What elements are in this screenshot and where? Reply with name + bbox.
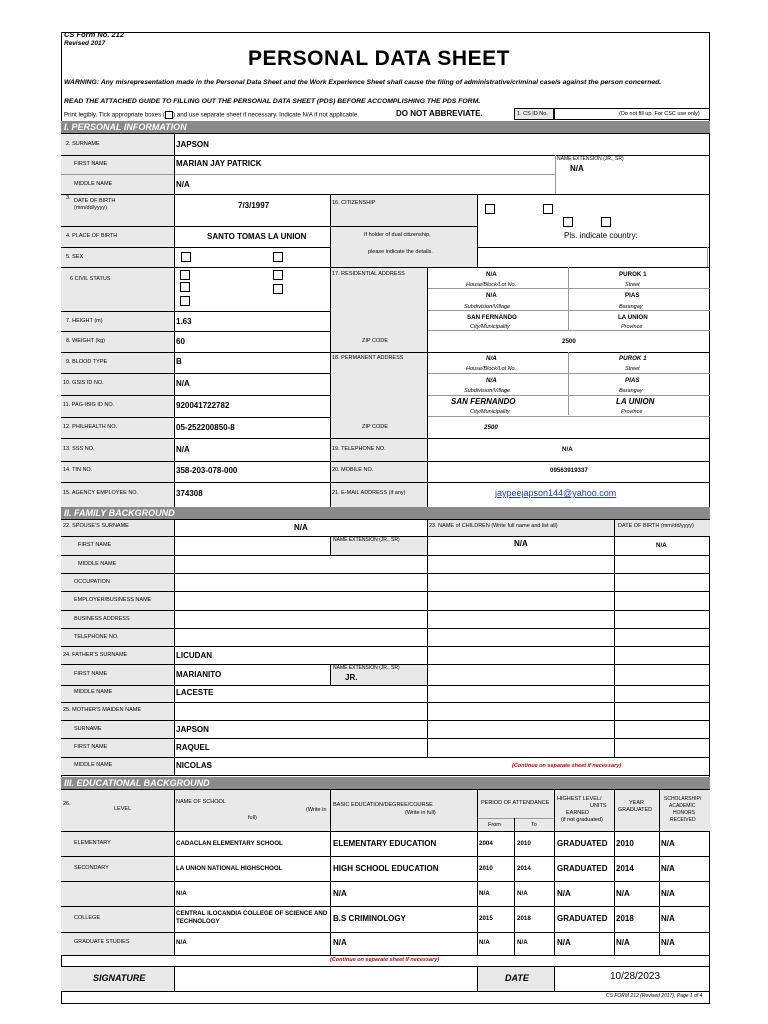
father-name-ext-value[interactable]: JR. <box>345 673 358 682</box>
perm-barangay-caption: Barangay <box>619 388 643 394</box>
blood-type-value[interactable]: B <box>176 357 182 366</box>
cs-id-label: 1. CS ID No. <box>517 111 548 117</box>
business-address-label: BUSINESS ADDRESS <box>74 616 130 622</box>
res-zip-value[interactable]: 2500 <box>562 338 576 345</box>
form-revision: Revised 2017 <box>64 40 106 47</box>
res-barangay-caption: Barangay <box>619 304 643 310</box>
education-to[interactable]: 2014 <box>517 865 531 872</box>
res-province-value[interactable]: LA UNION <box>618 314 648 321</box>
education-highest[interactable]: GRADUATED <box>557 839 608 848</box>
civil-married-checkbox[interactable] <box>273 270 283 280</box>
education-from[interactable]: 2015 <box>479 915 493 922</box>
perm-street-caption: Street <box>625 366 640 372</box>
citizenship-dual-checkbox[interactable] <box>543 204 553 214</box>
cs-id-note: (Do not fill up. For CSC use only) <box>619 111 700 117</box>
education-year[interactable]: 2010 <box>616 839 634 848</box>
civil-single-checkbox[interactable] <box>180 270 190 280</box>
spouse-telephone-label: TELEPHONE NO. <box>74 634 119 640</box>
res-street-value[interactable]: PUROK 1 <box>619 271 647 278</box>
period-header: PERIOD OF ATTENDANCE <box>481 800 550 806</box>
education-number: 26. <box>63 801 71 807</box>
section-family-background: II. FAMILY BACKGROUND <box>61 507 710 519</box>
page-title: PERSONAL DATA SHEET <box>248 47 510 70</box>
tin-label: 14. TIN NO. <box>63 467 93 473</box>
education-highest[interactable]: N/A <box>557 889 571 898</box>
children-dob-label: DATE OF BIRTH (mm/dd/yyyy) <box>618 523 694 529</box>
middle-name-label: MIDDLE NAME <box>74 181 113 187</box>
middle-name-value[interactable]: N/A <box>176 180 190 189</box>
pagibig-label: 11. PAG-IBIG ID NO. <box>63 402 115 408</box>
honors-header-3: HONORS <box>673 810 695 816</box>
education-year[interactable]: N/A <box>616 938 630 947</box>
name-extension-value[interactable]: N/A <box>570 164 584 173</box>
education-to[interactable]: N/A <box>517 939 528 946</box>
education-course[interactable]: N/A <box>333 938 347 947</box>
education-school-line-2[interactable]: TECHNOLOGY <box>176 918 220 925</box>
father-middle-name-label: MIDDLE NAME <box>74 689 113 695</box>
school-name-header: NAME OF SCHOOL <box>176 799 226 805</box>
education-highest[interactable]: GRADUATED <box>557 914 608 923</box>
perm-subdivision-caption: Subdivision/Village <box>464 388 511 394</box>
signature-field[interactable] <box>175 967 476 990</box>
education-honors[interactable]: N/A <box>661 864 675 873</box>
education-to[interactable]: 2018 <box>517 915 531 922</box>
mobile-label: 20. MOBILE NO. <box>332 467 374 473</box>
res-house-value[interactable]: N/A <box>486 271 497 278</box>
dob-value[interactable]: 7/3/1997 <box>238 201 270 210</box>
civil-widowed-checkbox[interactable] <box>180 282 190 292</box>
highest-level-header-2: UNITS <box>590 803 607 809</box>
res-city-value[interactable]: SAN FERNANDO <box>467 314 517 321</box>
mother-surname-value[interactable]: JAPSON <box>176 725 209 734</box>
school-name-header-3: full) <box>248 815 257 821</box>
perm-barangay-value[interactable]: PIAS <box>625 377 640 384</box>
citizenship-label: 16. CITIZENSHIP <box>332 200 376 206</box>
perm-zip-label: ZIP CODE <box>362 424 388 430</box>
education-year[interactable]: N/A <box>616 889 630 898</box>
place-of-birth-value[interactable]: SANTO TOMAS LA UNION <box>207 232 307 241</box>
education-to[interactable]: N/A <box>517 890 528 897</box>
mother-middle-name-label: MIDDLE NAME <box>74 762 113 768</box>
education-year[interactable]: 2018 <box>616 914 634 923</box>
education-to[interactable]: 2010 <box>517 840 531 847</box>
perm-city-value[interactable]: SAN FERNANDO <box>451 397 516 406</box>
education-course[interactable]: ELEMENTARY EDUCATION <box>333 839 437 848</box>
residential-address-label: 17. RESIDENTIAL ADDRESS <box>332 271 405 277</box>
res-house-caption: House/Block/Lot No. <box>466 282 517 288</box>
education-honors[interactable]: N/A <box>661 839 675 848</box>
agency-employee-label: 15. AGENCY EMPLOYEE NO. <box>63 490 139 496</box>
res-province-caption: Province <box>621 324 643 330</box>
highest-level-header-4: (if not graduated) <box>561 817 603 823</box>
section-personal-information: I. PERSONAL INFORMATION <box>61 121 710 133</box>
year-graduated-header-2: GRADUATED <box>618 807 653 813</box>
res-street-caption: Street <box>625 282 640 288</box>
place-of-birth-label: 4. PLACE OF BIRTH <box>66 233 118 239</box>
education-level: COLLEGE <box>74 915 100 921</box>
perm-house-value[interactable]: N/A <box>486 355 497 362</box>
res-subdivision-caption: Subdivision/Village <box>464 304 511 310</box>
name-extension-label: NAME EXTENSION (JR., SR) <box>557 156 624 162</box>
father-surname-label: 24. FATHER'S SURNAME <box>63 652 128 658</box>
height-value[interactable]: 1.63 <box>176 317 192 326</box>
education-honors[interactable]: N/A <box>661 914 675 923</box>
perm-subdivision-value[interactable]: N/A <box>486 377 497 384</box>
perm-province-caption: Province <box>621 409 643 415</box>
course-header: BASIC EDUCATION/DEGREE/COURSE <box>333 802 433 808</box>
education-from[interactable]: 2010 <box>479 865 493 872</box>
form-page-reference: CS FORM 212 (Revised 2017), Page 1 of 4 <box>606 993 703 999</box>
perm-province-value[interactable]: LA UNION <box>616 397 655 406</box>
highest-level-header: HIGHEST LEVEL/ <box>557 796 602 802</box>
education-school[interactable]: CADACLAN ELEMENTARY SCHOOL <box>176 840 283 847</box>
date-value[interactable]: 10/28/2023 <box>610 971 661 982</box>
education-continue-note: (Continue on separate sheet if necessary) <box>330 957 440 963</box>
education-year[interactable]: 2014 <box>616 864 634 873</box>
civil-other-checkbox[interactable] <box>180 296 190 306</box>
pagibig-value[interactable]: 920041722782 <box>176 401 230 410</box>
course-header-2: (Write in full) <box>405 810 436 816</box>
education-school[interactable]: N/A <box>176 939 187 946</box>
spouse-middle-name-label: MIDDLE NAME <box>78 561 117 567</box>
education-level: SECONDARY <box>74 865 109 871</box>
father-name-ext-label: NAME EXTENSION (JR., SR) <box>333 665 400 671</box>
education-level: GRADUATE STUDIES <box>74 939 130 945</box>
education-level-header: LEVEL <box>114 806 132 812</box>
father-first-name-value[interactable]: MARIANITO <box>176 670 222 679</box>
family-label-column <box>61 519 174 775</box>
telephone-label: 19. TELEPHONE NO. <box>332 446 386 452</box>
surname-value[interactable]: JAPSON <box>176 140 209 149</box>
education-course[interactable]: N/A <box>333 889 347 898</box>
education-honors[interactable]: N/A <box>661 889 675 898</box>
dob-label: DATE OF BIRTH <box>74 198 116 204</box>
education-from[interactable]: 2004 <box>479 840 493 847</box>
perm-house-caption: House/Block/Lot No. <box>466 366 517 372</box>
philhealth-value[interactable]: 05-252200850-8 <box>176 423 235 432</box>
signature-label: SIGNATURE <box>93 973 146 983</box>
education-highest[interactable]: N/A <box>557 938 571 947</box>
honors-header-4: RECEIVED <box>670 817 696 823</box>
spouse-surname-label: 22. SPOUSE'S SURNAME <box>63 523 129 529</box>
dual-by-birth-checkbox[interactable] <box>563 217 573 227</box>
indicate-country-note: Pls. indicate country: <box>564 231 638 240</box>
section-educational-background: III. EDUCATIONAL BACKGROUND <box>61 777 710 789</box>
employer-label: EMPLOYER/BUSINESS NAME <box>74 597 152 603</box>
dual-citizenship-note-2: please indicate the details. <box>368 249 433 255</box>
perm-city-caption: City/Municipality <box>470 409 510 415</box>
civil-separated-checkbox[interactable] <box>273 284 283 294</box>
education-course[interactable]: B.S CRIMINOLOGY <box>333 914 406 923</box>
agency-employee-value[interactable]: 374308 <box>176 489 203 498</box>
res-zip-label: ZIP CODE <box>362 338 388 344</box>
email-label: 21. E-MAIL ADDRESS (if any) <box>332 490 406 496</box>
education-honors[interactable]: N/A <box>661 938 675 947</box>
perm-zip-value[interactable]: 2500 <box>484 424 498 431</box>
children-value[interactable]: N/A <box>514 539 528 548</box>
education-course[interactable]: HIGH SCHOOL EDUCATION <box>333 864 439 873</box>
sex-male-checkbox[interactable] <box>181 252 191 262</box>
dob-format-label: (mm/dd/yyyy) <box>74 205 107 211</box>
citizenship-filipino-checkbox[interactable] <box>485 204 495 214</box>
telephone-value[interactable]: N/A <box>562 446 573 453</box>
family-continue-note: (Continue on separate sheet if necessary) <box>512 763 622 769</box>
email-value[interactable]: jaypeejapson144@yahoo.com <box>495 488 617 498</box>
dual-citizenship-note: If holder of dual citizenship, <box>364 232 431 238</box>
res-subdivision-value[interactable]: N/A <box>486 292 497 299</box>
period-from-header: From <box>488 822 501 828</box>
first-name-label: FIRST NAME <box>74 161 108 167</box>
print-note: Print legibly. Tick appropriate boxes ( ) and use separate sheet if necessary. Indicate N/A if not applicable. <box>64 111 359 119</box>
spouse-name-ext-label: NAME EXTENSION (JR., SR) <box>333 537 400 543</box>
year-graduated-header: YEAR <box>629 800 644 806</box>
period-to-header: To <box>531 822 537 828</box>
children-dob-value[interactable]: N/A <box>656 542 667 549</box>
mother-first-name-label: FIRST NAME <box>74 744 108 750</box>
honors-header-2: ACADEMIC <box>669 803 696 809</box>
weight-value[interactable]: 60 <box>176 337 185 346</box>
surname-label: 2. SURNAME <box>66 141 100 147</box>
gsis-label: 10. GSIS ID NO. <box>63 380 104 386</box>
education-school[interactable]: LA UNION NATIONAL HIGHSCHOOL <box>176 865 283 872</box>
occupation-label: OCCUPATION <box>74 579 110 585</box>
civil-status-label: 6 CIVIL STATUS <box>70 276 111 282</box>
dob-number: 3. <box>66 195 71 201</box>
height-label: 7. HEIGHT (m) <box>66 318 103 324</box>
no-abbreviate-notice: DO NOT ABBREVIATE. <box>396 109 483 118</box>
dual-by-naturalization-checkbox[interactable] <box>601 217 611 227</box>
sex-label: 5. SEX <box>66 254 84 260</box>
school-name-header-2: (Write in <box>306 807 327 813</box>
spouse-surname-value[interactable]: N/A <box>294 523 308 532</box>
weight-label: 8. WEIGHT (kg) <box>66 338 106 344</box>
education-level-column <box>61 831 174 955</box>
education-from[interactable]: N/A <box>479 890 490 897</box>
education-level: ELEMENTARY <box>74 840 111 846</box>
education-from[interactable]: N/A <box>479 939 490 946</box>
education-school[interactable]: CENTRAL ILOCANDIA COLLEGE OF SCIENCE AND <box>176 910 328 917</box>
spouse-first-name-label: FIRST NAME <box>78 542 112 548</box>
education-header-row <box>61 789 710 831</box>
warning-text: WARNING: Any misrepresentation made in the Personal Data Sheet and the Work Experience Sheet shall cause the filing of administrative/criminal case/s against the person concerned. <box>64 79 662 86</box>
children-label: 23. NAME of CHILDREN (Write full name and list all) <box>429 523 558 529</box>
guide-text: READ THE ATTACHED GUIDE TO FILLING OUT THE PERSONAL DATA SHEET (PDS) BEFORE ACCOMPLISHING THE PDS FORM. <box>64 98 481 105</box>
sss-value[interactable]: N/A <box>176 445 190 454</box>
education-school[interactable]: N/A <box>176 890 187 897</box>
mother-first-name-value[interactable]: RAQUEL <box>176 743 210 752</box>
father-middle-name-value[interactable]: LACESTE <box>176 688 214 697</box>
tin-value[interactable]: 358-203-078-000 <box>176 466 238 475</box>
education-highest[interactable]: GRADUATED <box>557 864 608 873</box>
mobile-value[interactable]: 09563919337 <box>550 467 588 474</box>
mother-maiden-name-label: 25. MOTHER'S MAIDEN NAME <box>63 707 142 713</box>
highest-level-header-3: EARNED <box>566 810 589 816</box>
form-number: CS Form No. 212 <box>64 30 125 39</box>
res-barangay-value[interactable]: PIAS <box>625 292 640 299</box>
res-city-caption: City/Municipality <box>470 324 510 330</box>
blood-type-label: 9. BLOOD TYPE <box>66 359 108 365</box>
philhealth-label: 12. PHILHEALTH NO. <box>63 424 117 430</box>
mother-surname-label: SURNAME <box>74 726 102 732</box>
gsis-value[interactable]: N/A <box>176 379 190 388</box>
honors-header: SCHOLARSHIP/ <box>664 796 702 802</box>
father-first-name-label: FIRST NAME <box>74 671 108 677</box>
tick-box-sample-icon <box>165 111 173 119</box>
date-label: DATE <box>505 973 529 983</box>
mother-middle-name-value[interactable]: NICOLAS <box>176 761 212 770</box>
father-surname-value[interactable]: LICUDAN <box>176 651 212 660</box>
sss-label: 13. SSS NO. <box>63 446 95 452</box>
permanent-address-label: 18. PERMANENT ADDRESS <box>332 355 404 361</box>
first-name-value[interactable]: MARIAN JAY PATRICK <box>176 159 262 168</box>
sex-female-checkbox[interactable] <box>273 252 283 262</box>
perm-street-value[interactable]: PUROK 1 <box>619 355 647 362</box>
